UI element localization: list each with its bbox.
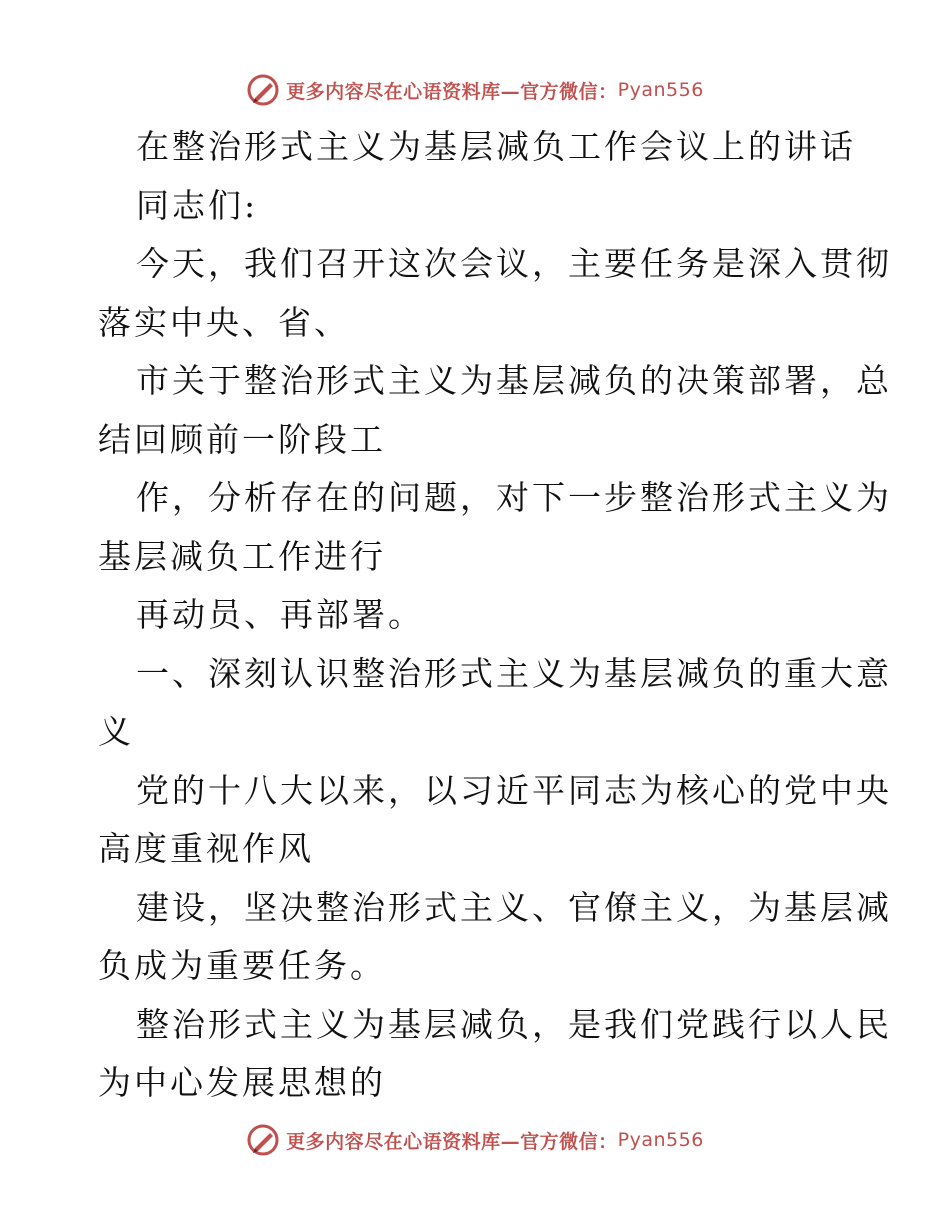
paragraph-line: 结回顾前一阶段工 — [98, 419, 386, 459]
paragraph-line: 高度重视作风 — [98, 829, 314, 868]
watermark-site-text: 更多内容尽在心语资料库—官方微信： — [286, 1130, 618, 1153]
paragraph-line: 落实中央、省、 — [98, 302, 350, 342]
footer-watermark — [0, 1120, 950, 1160]
paragraph-line: 作，分析存在的问题，对下一步整治形式主义为 — [136, 478, 892, 517]
paragraph-line: 市关于整治形式主义为基层减负的决策部署，总 — [136, 361, 892, 400]
doc-title: 在整治形式主义为基层减负工作会议上的讲话 — [136, 127, 856, 166]
paragraph-line: 建设，坚决整治形式主义、官僚主义，为基层减 — [136, 887, 892, 927]
watermark-account: Pyan556 — [617, 79, 704, 101]
paragraph-line: 为中心发展思想的 — [98, 1063, 386, 1102]
paragraph-line: 负成为重要任务。 — [98, 946, 386, 985]
watermark-account: Pyan556 — [617, 1129, 704, 1151]
document-body — [98, 118, 892, 1113]
paragraph-line: 基层减负工作进行 — [98, 536, 386, 576]
section-heading-line: 义 — [98, 712, 134, 751]
watermark-site-text: 更多内容尽在心语资料库—官方微信： — [286, 80, 618, 103]
paragraph-line: 整治形式主义为基层减负，是我们党践行以人民 — [136, 1004, 892, 1044]
pen-logo-icon — [246, 73, 280, 107]
paragraph-line: 今天，我们召开这次会议，主要任务是深入贯彻 — [136, 244, 892, 283]
salutation: 同志们: — [136, 185, 259, 225]
pen-logo-icon — [246, 1123, 280, 1157]
section-heading-line: 一、深刻认识整治形式主义为基层减负的重大意 — [136, 653, 892, 693]
header-watermark — [0, 70, 950, 110]
paragraph-line: 党的十八大以来，以习近平同志为核心的党中央 — [136, 770, 892, 810]
paragraph-line: 再动员、再部署。 — [136, 595, 424, 634]
